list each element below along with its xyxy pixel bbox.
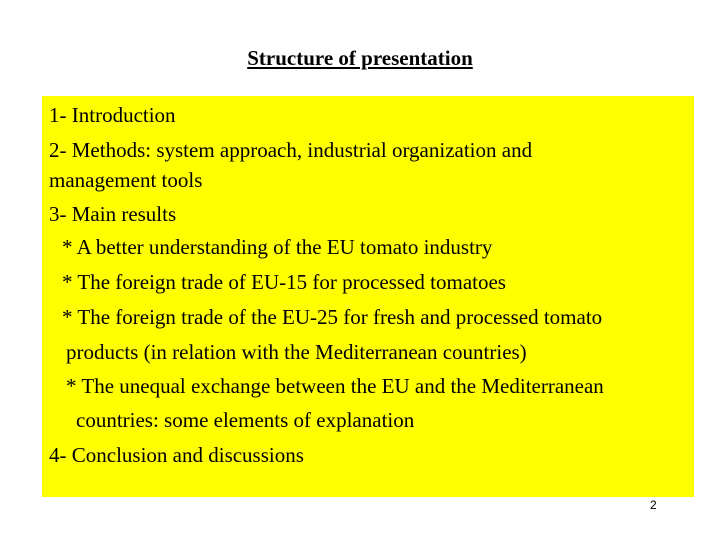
outline-item-conclusion: 4- Conclusion and discussions <box>49 443 304 467</box>
outline-subitem-foreign-trade-eu25-continued: products (in relation with the Mediterranean countries) <box>66 340 527 364</box>
outline-subitem-foreign-trade-eu25: * The foreign trade of the EU-25 for fresh and processed tomato <box>62 305 603 329</box>
outline-subitem-unequal-exchange: * The unequal exchange between the EU and the Mediterranean <box>66 374 604 398</box>
outline-item-main-results: 3- Main results <box>49 202 177 226</box>
outline-box <box>42 96 694 497</box>
slide-title: Structure of presentation <box>247 46 473 70</box>
outline-subitem-foreign-trade-eu15: * The foreign trade of EU-15 for processed tomatoes <box>62 270 506 294</box>
outline-subitem-eu-tomato-industry: * A better understanding of the EU tomato industry <box>62 235 493 259</box>
page-number: 2 <box>650 498 657 512</box>
outline-item-introduction: 1- Introduction <box>49 103 176 127</box>
outline-subitem-unequal-exchange-continued: countries: some elements of explanation <box>76 408 415 432</box>
outline-item-methods-continued: management tools <box>49 168 203 192</box>
outline-item-methods: 2- Methods: system approach, industrial organization and <box>49 138 533 162</box>
